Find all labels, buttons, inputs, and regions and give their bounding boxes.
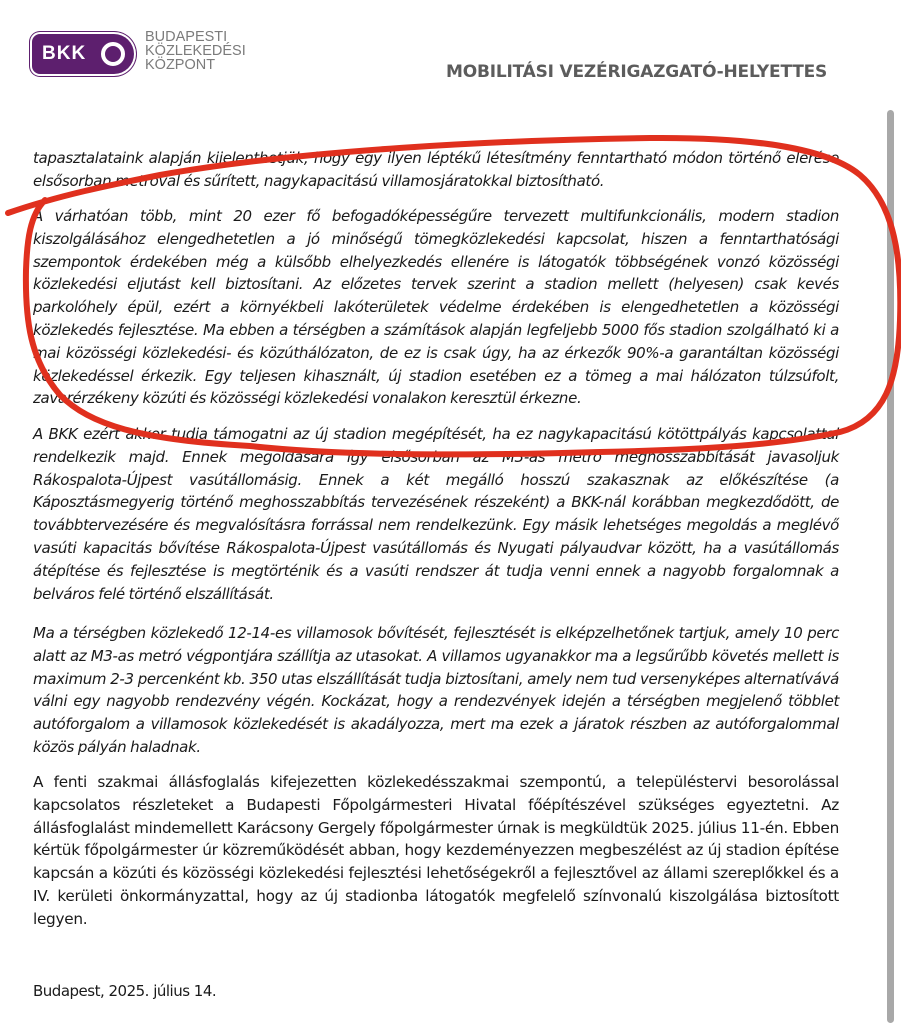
bkk-logo	[32, 30, 262, 80]
logo-line: KÖZPONT	[145, 57, 216, 73]
scrollbar[interactable]	[887, 110, 894, 1023]
logo-badge-text: BKK	[42, 43, 87, 64]
logo-line: KÖZLEKEDÉSI	[145, 43, 246, 59]
logo-ring-icon	[101, 42, 125, 66]
logo-badge	[32, 34, 134, 74]
paragraph: Ma a térségben közlekedő 12-14-es villamosok bővítését, fejlesztését is elképzelhetőnek tartjuk, amely 10 perc alatt az M3-as metró végpontjára szállítja az utasokat. A villamos ugyanakkor ma a legsűrűbb követés mellett is maximum 2-3 percenként kb. 350 utas elszállítását tudja biztosítani, amely nem tud versenyképes alternatívává válni egy nagyobb rendezvény végén. Kockázat, hogy a rendezvények idején a térségben megjelenő többlet autóforgalom a villamosok közlekedését is akadályozza, mert ma ezek a járatok részben az autóforgalommal közös pályán haladnak.	[33, 624, 839, 756]
logo-wordmark	[145, 30, 246, 72]
signature-date: Budapest, 2025. július 14.	[33, 982, 217, 1000]
paragraph: A fenti szakmai állásfoglalás kifejezetten közlekedésszakmai szempontú, a településtervi besorolással kapcsolatos részleteket a Budapesti Főpolgármesteri Hivatal főépítészével szükséges egyeztetni. Az állásfoglalást mindemellett Karácsony Gergely főpolgármester úrnak is megküldtük 2025. július 11-én. Ebben kértük főpolgármester úr közreműködését abban, hogy kezdeményezzen megbeszélést az új stadion építése kapcsán a közúti és közösségi közlekedési fejlesztési lehetőségekről a fejlesztővel az állami szereplőkkel és a IV. kerületi önkormányzattal, hogy az új stadionba látogatók megfelelő színvonalú kiszolgálása biztosított legyen.	[33, 773, 839, 928]
logo-line: BUDAPESTI	[145, 29, 228, 45]
paragraph-highlighted: A várhatóan több, mint 20 ezer fő befogadóképességűre tervezett multifunkcionális, modern stadion kiszolgálásához elengedhetetlen a jó minőségű tömegközlekedési kapcsolat, hiszen a fenntarthatósági szempontok érdekében még a külsőbb elhelyezkedés ellenére is látogatók többségének vonzó közösségi közlekedési eljutást kell biztosítani. Az előzetes tervek szerint a stadion mellett (helyesen) csak kevés parkolóhely épül, ezért a környékbeli lakóterületek védelme érdekében is elengedhetetlen a közösségi közlekedés fejlesztése. Ma ebben a térségben a számítások alapján legfeljebb 5000 fős stadion szolgálható ki a mai közösségi közlekedési- és közúthálózaton, de ez is csak úgy, ha az érkezők 90%-a garantáltan közösségi közlekedéssel érkezik. Egy teljesen kihasznált, új stadion esetében ez a tömeg a mai hálózaton túlzsúfolt, zavarérzékeny közúti és közösségi közlekedési vonalakon keresztül érkezne.	[33, 207, 839, 408]
paragraph: tapasztalataink alapján kijelenthetjük, hogy egy ilyen léptékű létesítmény fenntartható módon történő elérése elsősorban metróval és sűrített, nagykapacitású villamosjáratokkal biztosítható.	[33, 149, 839, 190]
paragraph: A BKK ezért akkor tudja támogatni az új stadion megépítését, ha ez nagykapacitású kötöttpályás kapcsolattal rendelkezik majd. Ennek megoldására így elsősorban az M3-as metró meghosszabbítását javasoljuk Rákospalota-Újpest vasútállomásig. Ennek a két megálló hosszú szakasznak az előkészítése (a Káposztásmegyerig történő meghosszabbítás tervezésének részeként) a BKK-nál korábban megkezdődött, de továbbtervezésére és megvalósításra forrással nem rendelkezünk. Egy másik lehetséges megoldás a meglévő vasúti kapacitás bővítése Rákospalota-Újpest vasútállomás és Nyugati pályaudvar között, ha a vasútállomás átépítése és fejlesztése is megtörténik és a vasúti rendszer át tudja venni ennek a nagyobb forgalomnak a belváros felé történő elszállítását.	[33, 425, 839, 603]
header-title: MOBILITÁSI VEZÉRIGAZGATÓ-HELYETTES	[446, 62, 828, 82]
